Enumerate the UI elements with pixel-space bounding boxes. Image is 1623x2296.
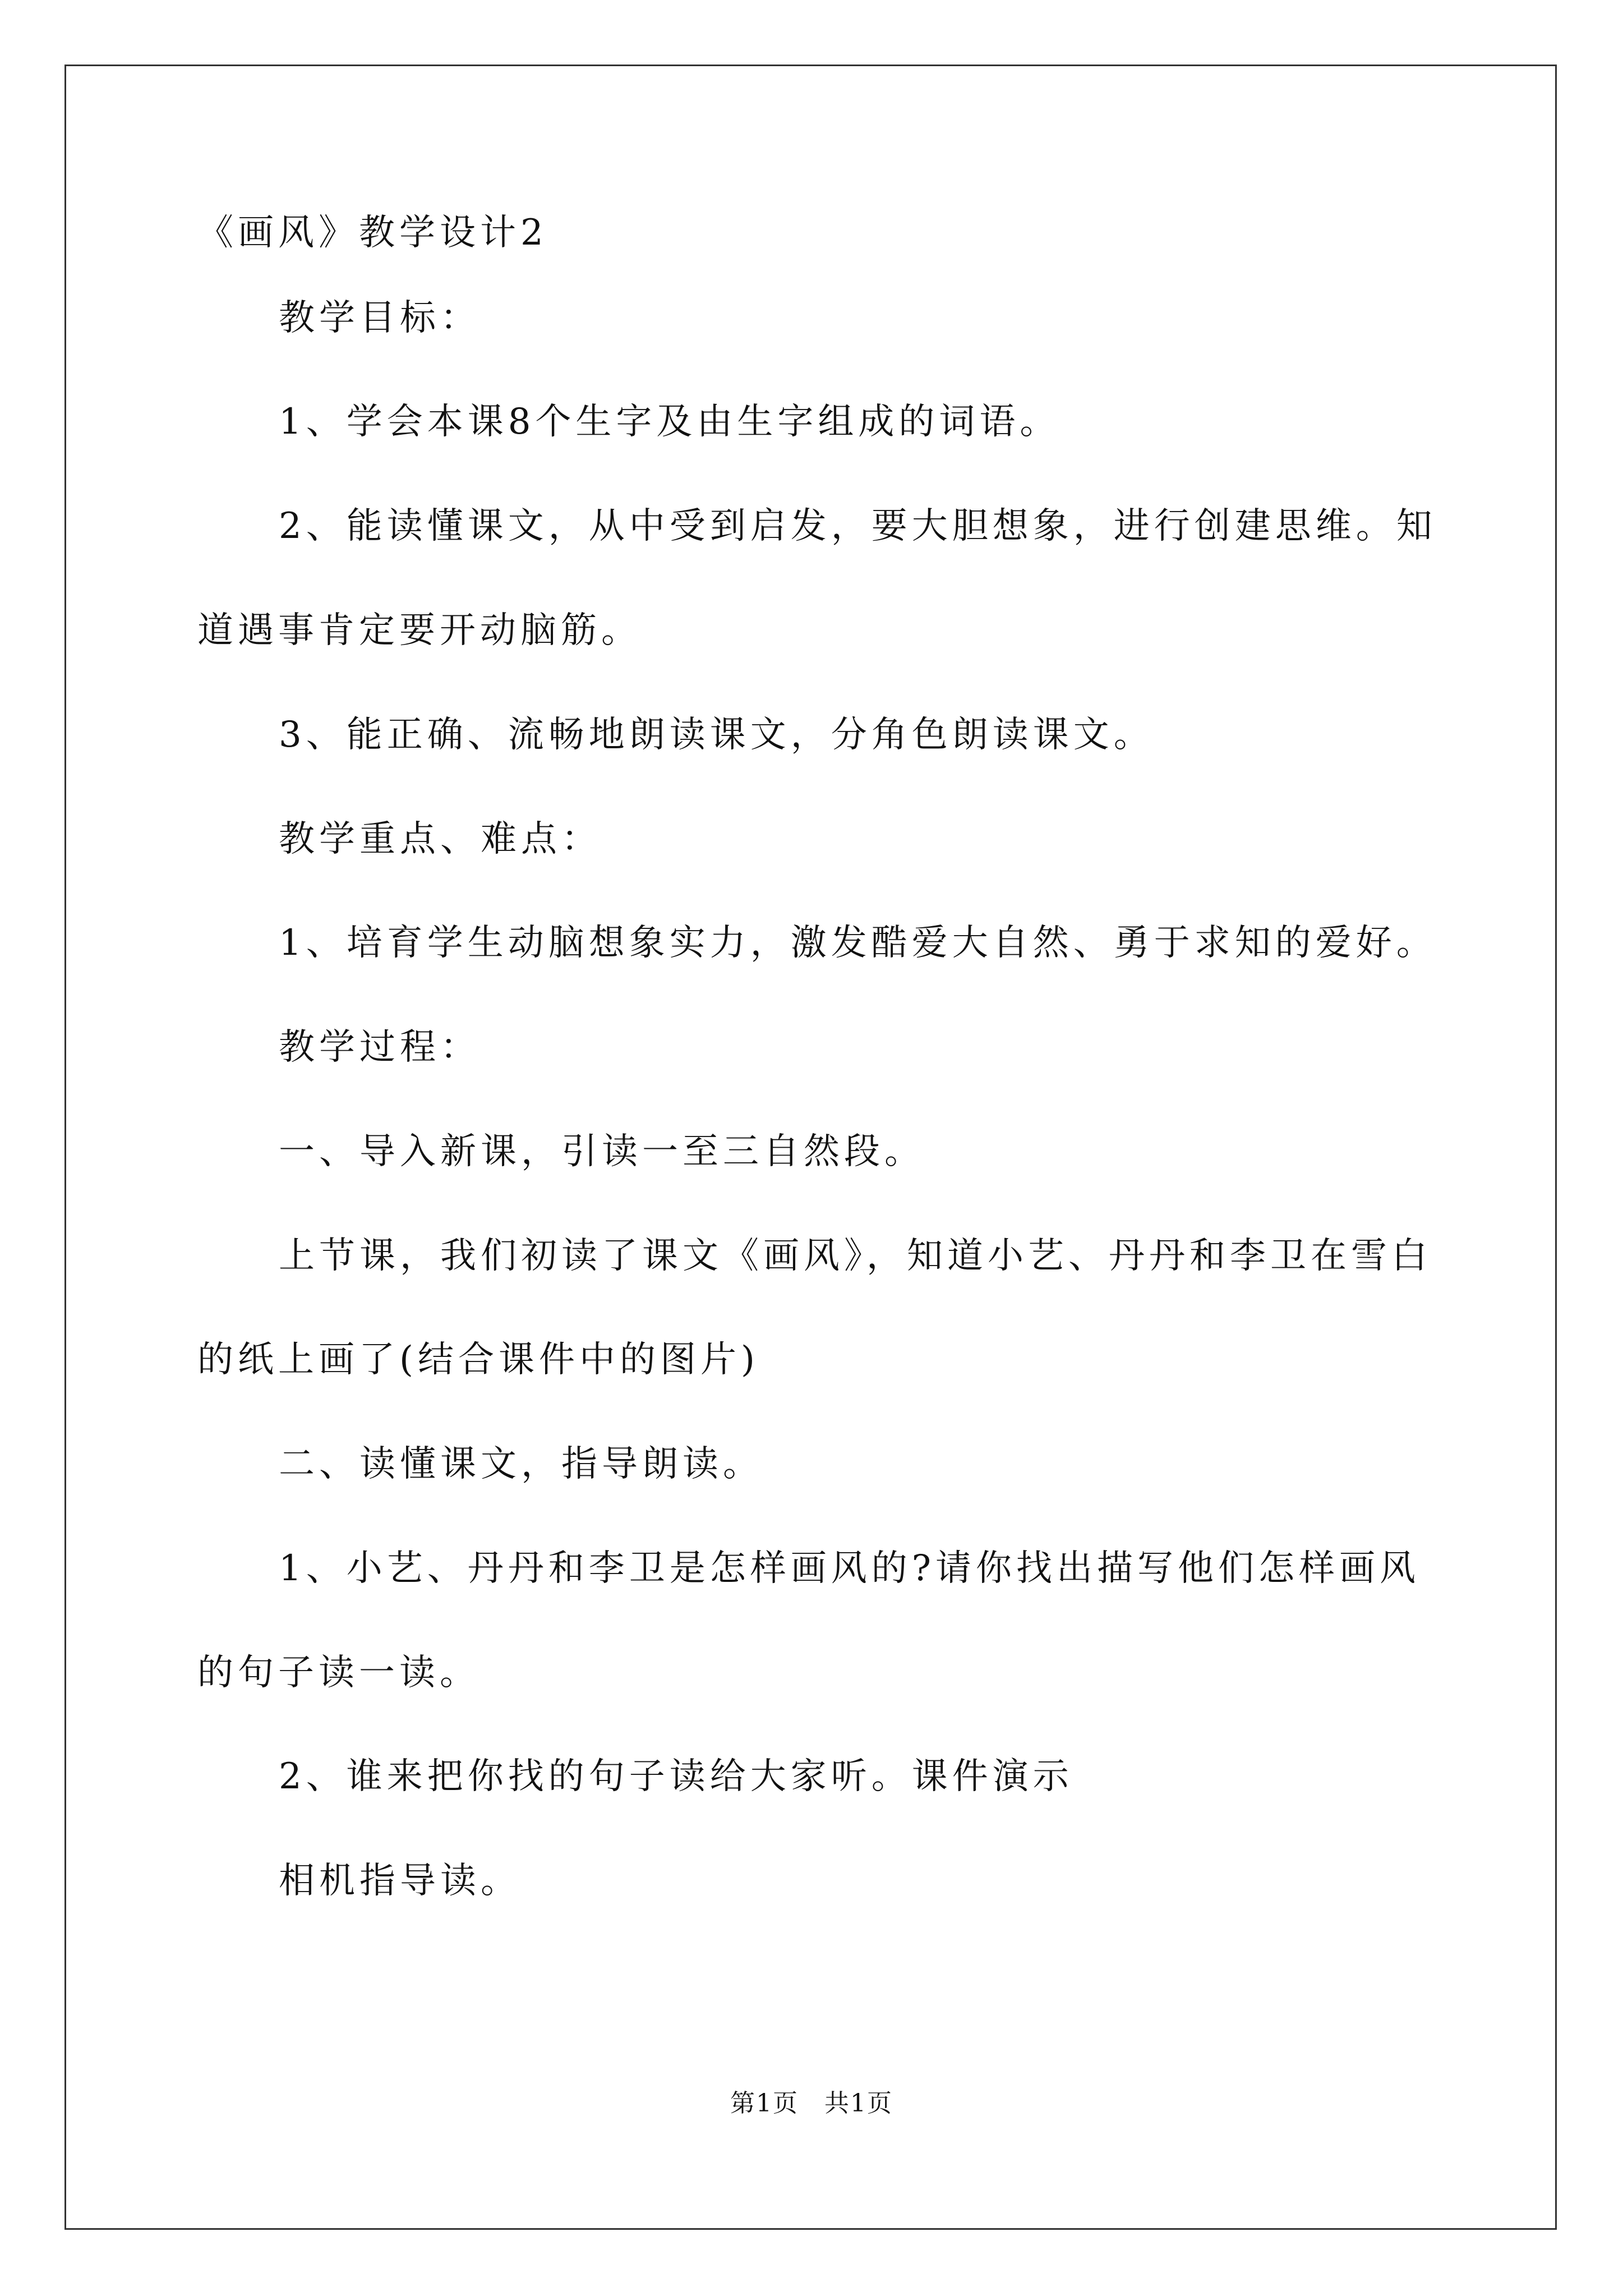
section-heading-key-points: 教学重点、难点： xyxy=(279,818,602,860)
paragraph: 1、小艺、丹丹和李卫是怎样画风的?请你找出描写他们怎样画风 xyxy=(279,1548,1421,1589)
paragraph: 1、培育学生动脑想象实力，激发酷爱大自然、勇于求知的爱好。 xyxy=(279,922,1437,964)
paragraph: 一、导入新课，引读一至三自然段。 xyxy=(279,1131,925,1172)
paragraph: 2、谁来把你找的句子读给大家听。课件演示 xyxy=(279,1756,1073,1797)
paragraph: 相机指导读。 xyxy=(279,1860,521,1902)
paragraph-continuation: 的纸上画了(结合课件中的图片) xyxy=(197,1339,759,1381)
paragraph: 2、能读懂课文，从中受到启发，要大胆想象，进行创建思维。知 xyxy=(279,505,1437,547)
paragraph: 上节课，我们初读了课文《画风》，知道小艺、丹丹和李卫在雪白 xyxy=(279,1235,1432,1277)
section-heading-process: 教学过程： xyxy=(279,1027,481,1068)
paragraph-continuation: 道遇事肯定要开动脑筋。 xyxy=(197,610,642,651)
document-title: 《画风》教学设计2 xyxy=(197,212,548,254)
paragraph: 二、读懂课文，指导朗读。 xyxy=(279,1443,763,1485)
section-heading-objectives: 教学目标： xyxy=(279,297,481,339)
paragraph: 1、学会本课8个生字及由生字组成的词语。 xyxy=(279,401,1061,443)
page-number-footer: 第1页 共1页 xyxy=(730,2089,893,2118)
paragraph: 3、能正确、流畅地朗读课文，分角色朗读课文。 xyxy=(279,714,1154,756)
paragraph-continuation: 的句子读一读。 xyxy=(197,1652,480,1694)
